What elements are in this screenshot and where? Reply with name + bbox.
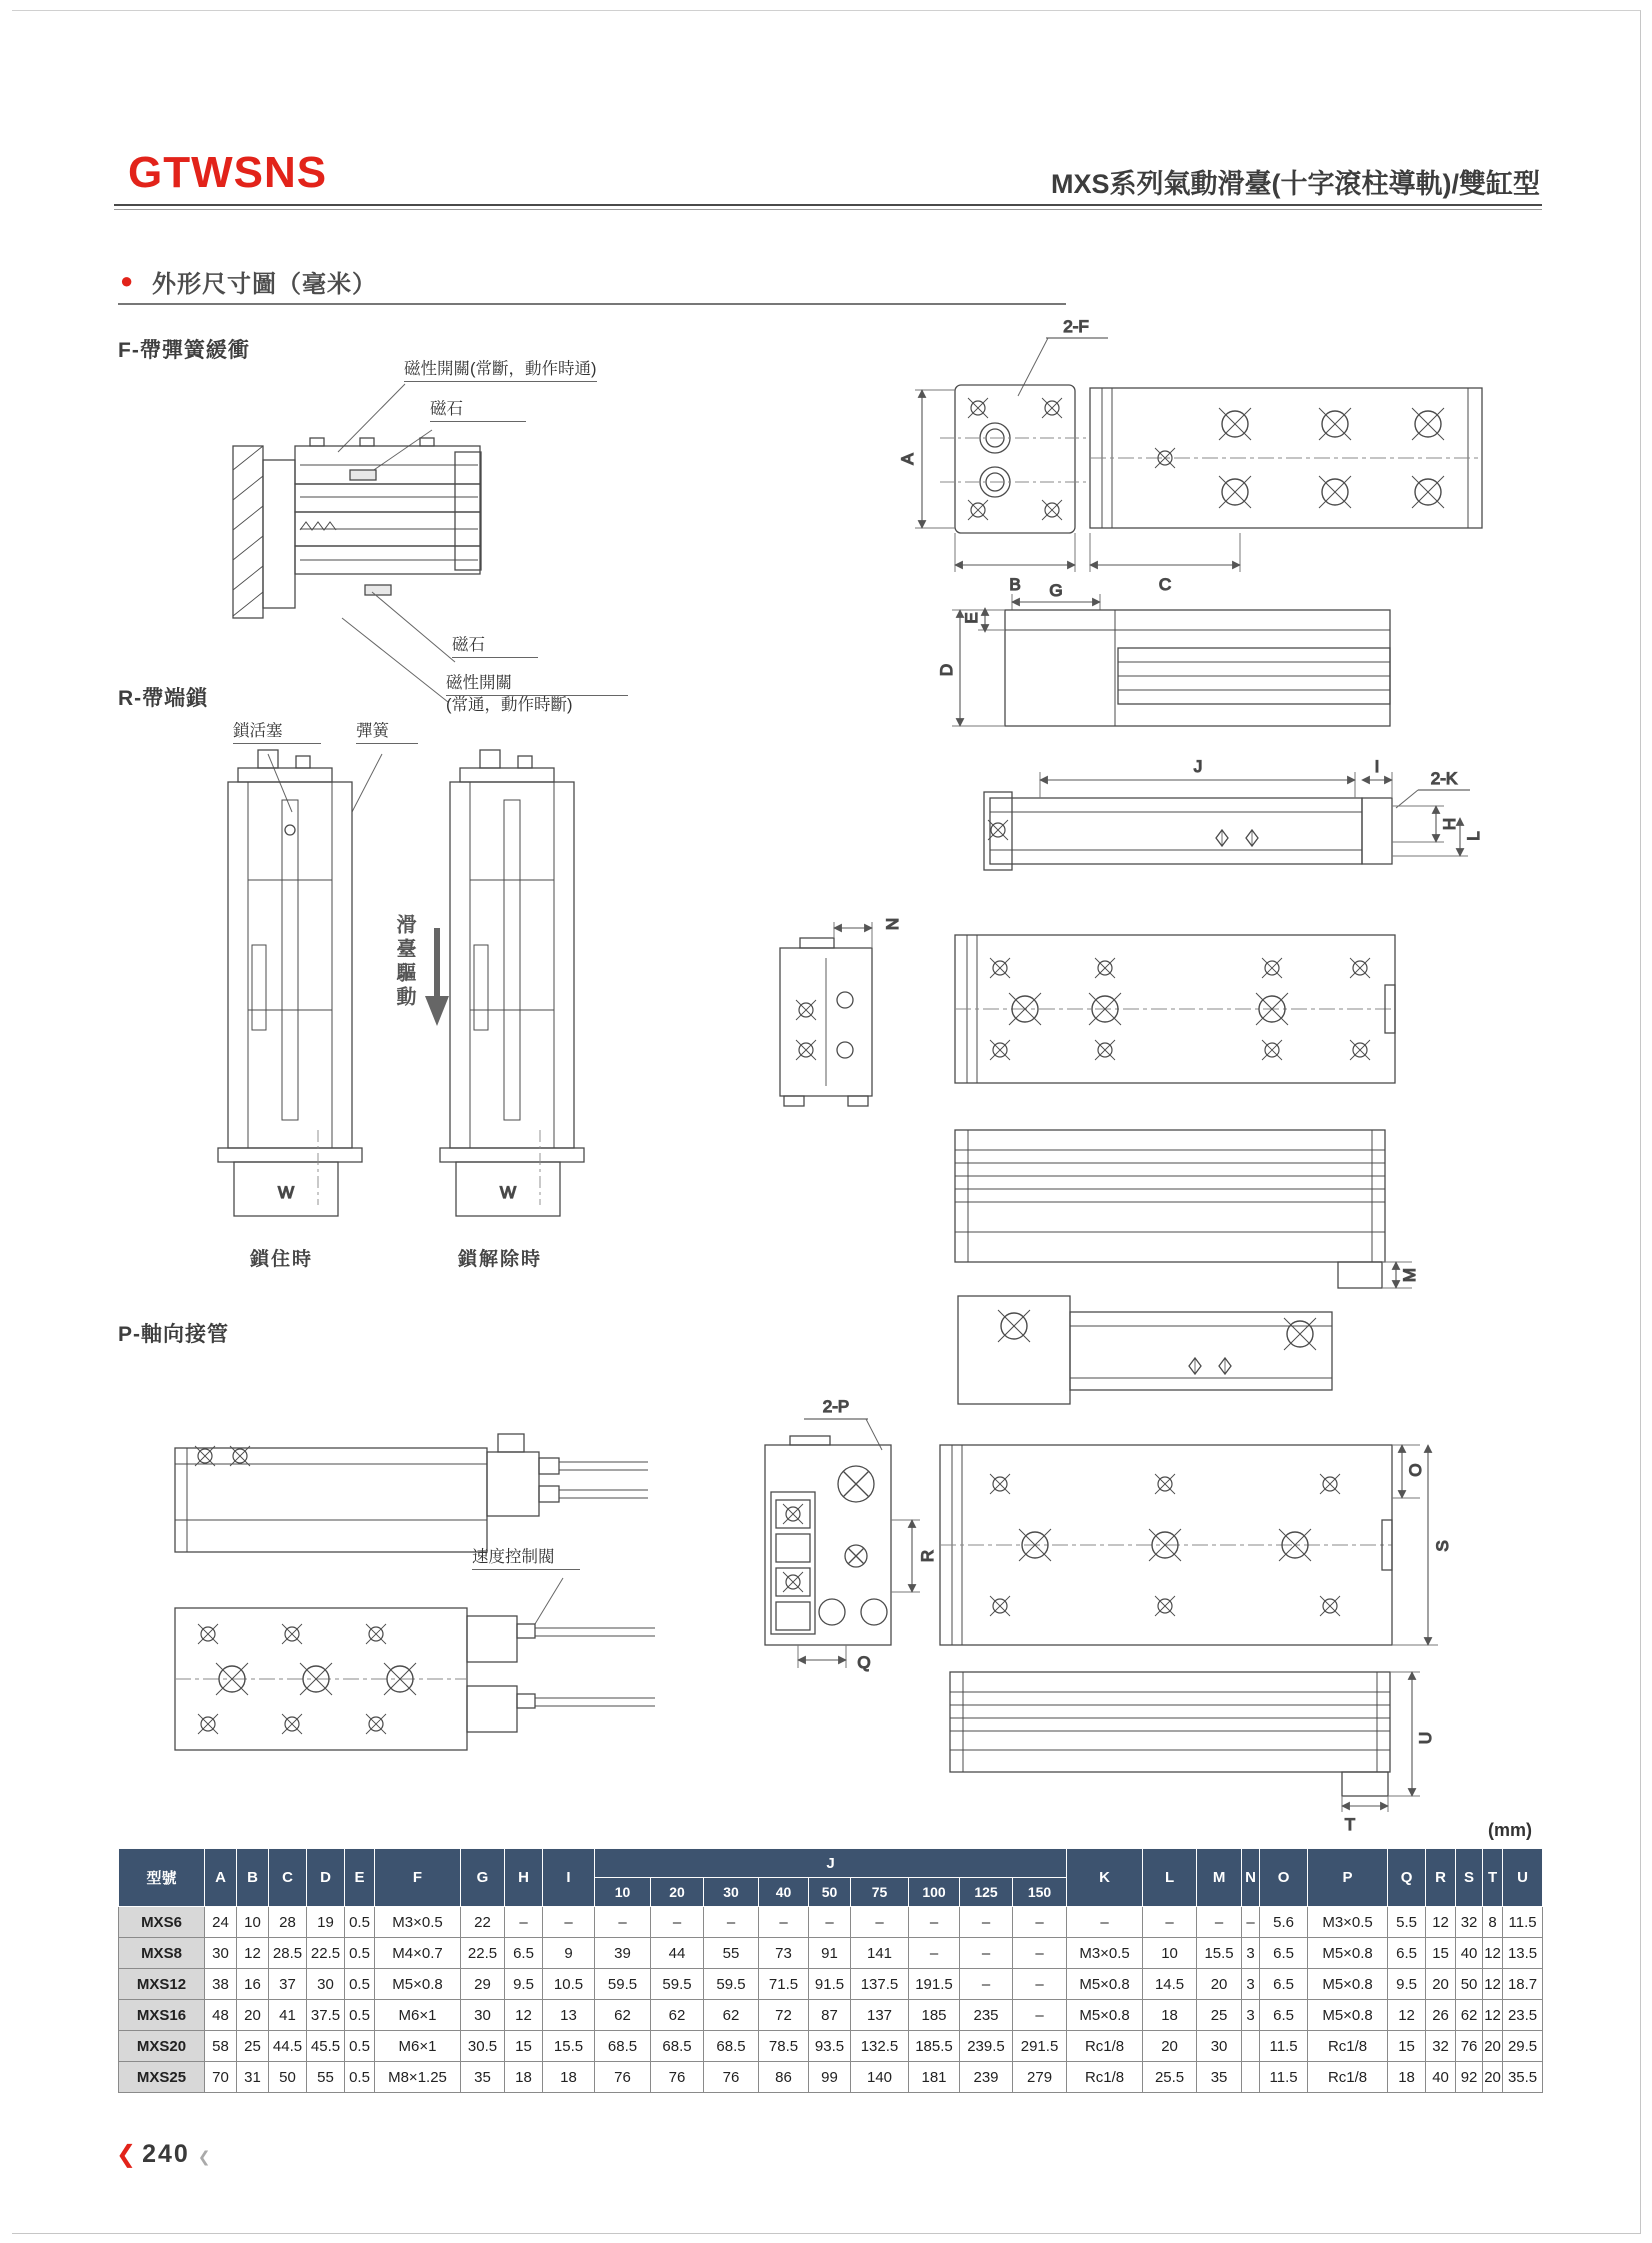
- value-cell: 6.5: [505, 1938, 543, 1969]
- value-cell: 15.5: [543, 2031, 595, 2062]
- value-cell: 10: [237, 1907, 269, 1938]
- dim-label-o: O: [1406, 1463, 1425, 1477]
- j-sub-header: 30: [704, 1878, 759, 1907]
- value-cell: 22.5: [461, 1938, 505, 1969]
- value-cell: 78.5: [759, 2031, 809, 2062]
- value-cell: 18: [1143, 2000, 1197, 2031]
- dim-label-l: L: [1464, 831, 1483, 841]
- value-cell: 5.6: [1260, 1907, 1308, 1938]
- value-cell: –: [809, 1907, 851, 1938]
- value-cell: 18.7: [1503, 1969, 1543, 2000]
- value-cell: 62: [1456, 2000, 1483, 2031]
- annotation-magnet-top: 磁石: [430, 400, 526, 422]
- figure-f-label: F-帶彈簧緩衝: [118, 339, 250, 362]
- value-cell: [1242, 2031, 1260, 2062]
- value-cell: 20: [1426, 1969, 1456, 2000]
- value-cell: 28.5: [269, 1938, 307, 1969]
- value-cell: 3: [1242, 1938, 1260, 1969]
- value-cell: –: [960, 1969, 1013, 2000]
- value-cell: 25.5: [1143, 2062, 1197, 2093]
- value-cell: 59.5: [704, 1969, 759, 2000]
- j-sub-header: 10: [595, 1878, 651, 1907]
- value-cell: 48: [205, 2000, 237, 2031]
- column-header: C: [269, 1849, 307, 1907]
- j-sub-header: 50: [809, 1878, 851, 1907]
- value-cell: 137: [851, 2000, 909, 2031]
- value-cell: M3×0.5: [1308, 1907, 1388, 1938]
- value-cell: M4×0.7: [375, 1938, 461, 1969]
- value-cell: 6.5: [1260, 2000, 1308, 2031]
- value-cell: 15.5: [1197, 1938, 1242, 1969]
- column-header: E: [345, 1849, 375, 1907]
- column-header: N: [1242, 1849, 1260, 1907]
- model-cell: MXS12: [119, 1969, 205, 2000]
- value-cell: M5×0.8: [1308, 1938, 1388, 1969]
- value-cell: 30: [205, 1938, 237, 1969]
- technical-drawings-layer: [0, 300, 1652, 1860]
- value-cell: 20: [237, 2000, 269, 2031]
- value-cell: 76: [595, 2062, 651, 2093]
- value-cell: –: [759, 1907, 809, 1938]
- value-cell: 20: [1483, 2031, 1503, 2062]
- value-cell: 14.5: [1143, 1969, 1197, 2000]
- page-arrow-icon: ❮: [116, 2141, 137, 2168]
- dim-label-g: G: [1049, 581, 1063, 600]
- dim-label-t: T: [1344, 1815, 1356, 1834]
- value-cell: 73: [759, 1938, 809, 1969]
- value-cell: 76: [651, 2062, 704, 2093]
- value-cell: 30: [307, 1969, 345, 2000]
- value-cell: 31: [237, 2062, 269, 2093]
- value-cell: 92: [1456, 2062, 1483, 2093]
- value-cell: 72: [759, 2000, 809, 2031]
- value-cell: 32: [1456, 1907, 1483, 1938]
- model-column-header: 型號: [119, 1849, 205, 1907]
- value-cell: 9: [543, 1938, 595, 1969]
- value-cell: 68.5: [704, 2031, 759, 2062]
- value-cell: M5×0.8: [1308, 2000, 1388, 2031]
- column-header: G: [461, 1849, 505, 1907]
- dim-label-c: C: [1158, 575, 1172, 594]
- dim-label-d: D: [937, 663, 956, 677]
- value-cell: 291.5: [1013, 2031, 1067, 2062]
- value-cell: 0.5: [345, 1907, 375, 1938]
- annotation-speed-valve: 速度控制閥: [472, 1548, 580, 1570]
- column-header: T: [1483, 1849, 1503, 1907]
- j-group-header: J: [595, 1849, 1067, 1878]
- figure-f-side-view-drawing: [937, 581, 1390, 726]
- value-cell: 10.5: [543, 1969, 595, 2000]
- value-cell: 12: [1426, 1907, 1456, 1938]
- value-cell: 18: [543, 2062, 595, 2093]
- value-cell: 35: [1197, 2062, 1242, 2093]
- value-cell: –: [1013, 1938, 1067, 1969]
- value-cell: 185: [909, 2000, 960, 2031]
- column-header: R: [1426, 1849, 1456, 1907]
- header-rule: [114, 204, 1542, 210]
- column-header: P: [1308, 1849, 1388, 1907]
- value-cell: –: [1013, 1969, 1067, 2000]
- value-cell: 185.5: [909, 2031, 960, 2062]
- value-cell: –: [1143, 1907, 1197, 1938]
- value-cell: 6.5: [1388, 1938, 1426, 1969]
- value-cell: 91.5: [809, 1969, 851, 2000]
- value-cell: 12: [1483, 1938, 1503, 1969]
- figure-p-left-views-drawing: [175, 1434, 655, 1750]
- value-cell: 59.5: [651, 1969, 704, 2000]
- table-row: [119, 1969, 1543, 2000]
- value-cell: 20: [1197, 1969, 1242, 2000]
- value-cell: 12: [237, 1938, 269, 1969]
- table-row: [119, 2031, 1543, 2062]
- model-cell: MXS16: [119, 2000, 205, 2031]
- value-cell: 26: [1426, 2000, 1456, 2031]
- table-row: [119, 2000, 1543, 2031]
- dim-label-r: R: [918, 1549, 937, 1563]
- value-cell: 11.5: [1260, 2062, 1308, 2093]
- value-cell: 32: [1426, 2031, 1456, 2062]
- value-cell: 99: [809, 2062, 851, 2093]
- dim-label-2p: 2-P: [822, 1397, 850, 1416]
- dim-label-s: S: [1433, 1540, 1452, 1552]
- units-note: (mm): [1488, 1820, 1532, 1840]
- figure-p-right-views-drawing: [765, 1397, 1452, 1834]
- value-cell: –: [1013, 1907, 1067, 1938]
- dim-label-e: E: [962, 612, 981, 624]
- value-cell: 18: [505, 2062, 543, 2093]
- value-cell: 30: [461, 2000, 505, 2031]
- dim-label-2k: 2-K: [1430, 769, 1458, 788]
- value-cell: 25: [1197, 2000, 1242, 2031]
- value-cell: M3×0.5: [1067, 1938, 1143, 1969]
- value-cell: 37: [269, 1969, 307, 2000]
- dim-label-i: I: [1374, 757, 1380, 776]
- j-sub-header: 100: [909, 1878, 960, 1907]
- value-cell: M5×0.8: [1067, 2000, 1143, 2031]
- value-cell: 9.5: [1388, 1969, 1426, 2000]
- value-cell: 13: [543, 2000, 595, 2031]
- value-cell: 12: [1483, 2000, 1503, 2031]
- value-cell: 23.5: [1503, 2000, 1543, 2031]
- value-cell: 132.5: [851, 2031, 909, 2062]
- value-cell: –: [960, 1907, 1013, 1938]
- value-cell: 15: [1426, 1938, 1456, 1969]
- value-cell: 40: [1426, 2062, 1456, 2093]
- annotation-spring: 彈簧: [356, 722, 418, 744]
- value-cell: 19: [307, 1907, 345, 1938]
- dimensions-table: [118, 1848, 1543, 2093]
- figure-r-label: R-帶端鎖: [118, 687, 209, 710]
- value-cell: –: [909, 1938, 960, 1969]
- value-cell: 35: [461, 2062, 505, 2093]
- figure-r-small-plan-drawing: [958, 1296, 1332, 1404]
- value-cell: 141: [851, 1938, 909, 1969]
- value-cell: 87: [809, 2000, 851, 2031]
- dim-label-u: U: [1416, 1731, 1435, 1745]
- figure-r-extrusion-drawing: [955, 1130, 1419, 1288]
- j-sub-header: 150: [1013, 1878, 1067, 1907]
- value-cell: 25: [237, 2031, 269, 2062]
- value-cell: 38: [205, 1969, 237, 2000]
- column-header: F: [375, 1849, 461, 1907]
- value-cell: 235: [960, 2000, 1013, 2031]
- page-title: MXS系列氣動滑臺(十字滾柱導軌)/雙缸型: [1051, 169, 1540, 199]
- slide-drive-arrow-icon: [425, 996, 449, 1026]
- page-number: ❮ 240 ❮: [116, 2140, 211, 2168]
- value-cell: 181: [909, 2062, 960, 2093]
- value-cell: 10: [1143, 1938, 1197, 1969]
- section-title: 外形尺寸圖（毫米）: [152, 271, 377, 298]
- model-cell: MXS8: [119, 1938, 205, 1969]
- value-cell: 3: [1242, 2000, 1260, 2031]
- j-sub-header: 20: [651, 1878, 704, 1907]
- table-row: [119, 1907, 1543, 1938]
- section-bullet-icon: ●: [120, 268, 134, 293]
- value-cell: 12: [1483, 1969, 1503, 2000]
- annotation-switch-no: 磁性開關 (常通，動作時斷): [446, 674, 628, 715]
- value-cell: 20: [1143, 2031, 1197, 2062]
- value-cell: 13.5: [1503, 1938, 1543, 1969]
- figure-r-end-and-plan-drawing: [780, 918, 1395, 1106]
- value-cell: –: [1067, 1907, 1143, 1938]
- caption-locked: 鎖住時: [250, 1249, 314, 1270]
- column-header: M: [1197, 1849, 1242, 1907]
- table-row: [119, 2062, 1543, 2093]
- j-sub-header: 75: [851, 1878, 909, 1907]
- column-header: B: [237, 1849, 269, 1907]
- value-cell: 11.5: [1260, 2031, 1308, 2062]
- column-header: O: [1260, 1849, 1308, 1907]
- value-cell: 11.5: [1503, 1907, 1543, 1938]
- value-cell: 279: [1013, 2062, 1067, 2093]
- value-cell: 239.5: [960, 2031, 1013, 2062]
- value-cell: 30: [1197, 2031, 1242, 2062]
- value-cell: 15: [505, 2031, 543, 2062]
- annotation-lock-piston: 鎖活塞: [233, 722, 321, 744]
- value-cell: 137.5: [851, 1969, 909, 2000]
- figure-f-cross-section-drawing: [233, 384, 481, 702]
- value-cell: Rc1/8: [1308, 2031, 1388, 2062]
- column-header: I: [543, 1849, 595, 1907]
- column-header: K: [1067, 1849, 1143, 1907]
- table-row: [119, 1938, 1543, 1969]
- column-header: Q: [1388, 1849, 1426, 1907]
- value-cell: 15: [1388, 2031, 1426, 2062]
- dim-label-a: A: [898, 453, 917, 465]
- value-cell: 62: [595, 2000, 651, 2031]
- column-header: S: [1456, 1849, 1483, 1907]
- value-cell: M3×0.5: [375, 1907, 461, 1938]
- value-cell: 18: [1388, 2062, 1426, 2093]
- value-cell: 55: [704, 1938, 759, 1969]
- column-header: H: [505, 1849, 543, 1907]
- value-cell: 0.5: [345, 1969, 375, 2000]
- value-cell: 0.5: [345, 2062, 375, 2093]
- value-cell: 239: [960, 2062, 1013, 2093]
- value-cell: 6.5: [1260, 1938, 1308, 1969]
- annotation-slide-drive: 滑臺驅動: [393, 914, 415, 1010]
- value-cell: M5×0.8: [375, 1969, 461, 2000]
- value-cell: –: [651, 1907, 704, 1938]
- value-cell: –: [543, 1907, 595, 1938]
- value-cell: Rc1/8: [1067, 2031, 1143, 2062]
- annotation-switch-nc: 磁性開關(常斷，動作時通): [404, 360, 597, 382]
- dim-label-2f: 2-F: [1063, 317, 1089, 336]
- value-cell: 50: [269, 2062, 307, 2093]
- value-cell: 30.5: [461, 2031, 505, 2062]
- value-cell: –: [851, 1907, 909, 1938]
- value-cell: 59.5: [595, 1969, 651, 2000]
- value-cell: 35.5: [1503, 2062, 1543, 2093]
- value-cell: 62: [704, 2000, 759, 2031]
- value-cell: [1242, 2062, 1260, 2093]
- dim-label-w-right: W: [499, 1183, 517, 1202]
- value-cell: 86: [759, 2062, 809, 2093]
- value-cell: 0.5: [345, 2031, 375, 2062]
- value-cell: 93.5: [809, 2031, 851, 2062]
- dim-label-j: J: [1193, 757, 1203, 776]
- value-cell: –: [909, 1907, 960, 1938]
- dim-label-h: H: [1440, 817, 1459, 831]
- value-cell: 58: [205, 2031, 237, 2062]
- value-cell: 191.5: [909, 1969, 960, 2000]
- value-cell: 62: [651, 2000, 704, 2031]
- dim-label-q: Q: [857, 1653, 871, 1672]
- value-cell: M5×0.8: [1067, 1969, 1143, 2000]
- value-cell: 22: [461, 1907, 505, 1938]
- page-arrow-small-icon: ❮: [197, 2149, 211, 2166]
- value-cell: M8×1.25: [375, 2062, 461, 2093]
- value-cell: 37.5: [307, 2000, 345, 2031]
- value-cell: –: [960, 1938, 1013, 1969]
- value-cell: 28: [269, 1907, 307, 1938]
- value-cell: –: [1013, 2000, 1067, 2031]
- value-cell: –: [1242, 1907, 1260, 1938]
- value-cell: 41: [269, 2000, 307, 2031]
- column-header: A: [205, 1849, 237, 1907]
- value-cell: 70: [205, 2062, 237, 2093]
- value-cell: 76: [1456, 2031, 1483, 2062]
- value-cell: 39: [595, 1938, 651, 1969]
- dim-label-n: N: [883, 917, 902, 931]
- j-sub-header: 40: [759, 1878, 809, 1907]
- value-cell: 55: [307, 2062, 345, 2093]
- value-cell: 16: [237, 1969, 269, 2000]
- value-cell: 8: [1483, 1907, 1503, 1938]
- value-cell: 140: [851, 2062, 909, 2093]
- value-cell: 29.5: [1503, 2031, 1543, 2062]
- column-header: D: [307, 1849, 345, 1907]
- value-cell: 12: [505, 2000, 543, 2031]
- value-cell: 24: [205, 1907, 237, 1938]
- dim-label-w-left: W: [277, 1183, 295, 1202]
- value-cell: –: [595, 1907, 651, 1938]
- value-cell: –: [505, 1907, 543, 1938]
- dim-label-b: B: [1009, 575, 1021, 594]
- annotation-magnet-bottom: 磁石: [452, 636, 538, 658]
- value-cell: 45.5: [307, 2031, 345, 2062]
- model-cell: MXS20: [119, 2031, 205, 2062]
- value-cell: 71.5: [759, 1969, 809, 2000]
- brand-logo: GTWSNS: [128, 148, 328, 197]
- value-cell: 68.5: [651, 2031, 704, 2062]
- value-cell: 0.5: [345, 1938, 375, 1969]
- j-sub-header: 125: [960, 1878, 1013, 1907]
- value-cell: Rc1/8: [1067, 2062, 1143, 2093]
- figure-r-side-view-drawing: [984, 757, 1483, 870]
- value-cell: 5.5: [1388, 1907, 1426, 1938]
- value-cell: 44.5: [269, 2031, 307, 2062]
- value-cell: M6×1: [375, 2000, 461, 2031]
- model-cell: MXS25: [119, 2062, 205, 2093]
- figure-p-label: P-軸向接管: [118, 1323, 229, 1346]
- value-cell: M6×1: [375, 2031, 461, 2062]
- value-cell: 3: [1242, 1969, 1260, 2000]
- column-header: U: [1503, 1849, 1543, 1907]
- value-cell: 76: [704, 2062, 759, 2093]
- value-cell: 9.5: [505, 1969, 543, 2000]
- model-cell: MXS6: [119, 1907, 205, 1938]
- value-cell: 6.5: [1260, 1969, 1308, 2000]
- caption-unlocked: 鎖解除時: [458, 1249, 543, 1270]
- value-cell: –: [1197, 1907, 1242, 1938]
- value-cell: 68.5: [595, 2031, 651, 2062]
- value-cell: 50: [1456, 1969, 1483, 2000]
- value-cell: 40: [1456, 1938, 1483, 1969]
- value-cell: M5×0.8: [1308, 1969, 1388, 2000]
- value-cell: 12: [1388, 2000, 1426, 2031]
- value-cell: Rc1/8: [1308, 2062, 1388, 2093]
- value-cell: 44: [651, 1938, 704, 1969]
- value-cell: –: [704, 1907, 759, 1938]
- value-cell: 91: [809, 1938, 851, 1969]
- value-cell: 22.5: [307, 1938, 345, 1969]
- column-header: L: [1143, 1849, 1197, 1907]
- value-cell: 0.5: [345, 2000, 375, 2031]
- dim-label-m: M: [1400, 1267, 1419, 1283]
- value-cell: 20: [1483, 2062, 1503, 2093]
- figure-f-top-view-drawing: [898, 317, 1482, 594]
- value-cell: 29: [461, 1969, 505, 2000]
